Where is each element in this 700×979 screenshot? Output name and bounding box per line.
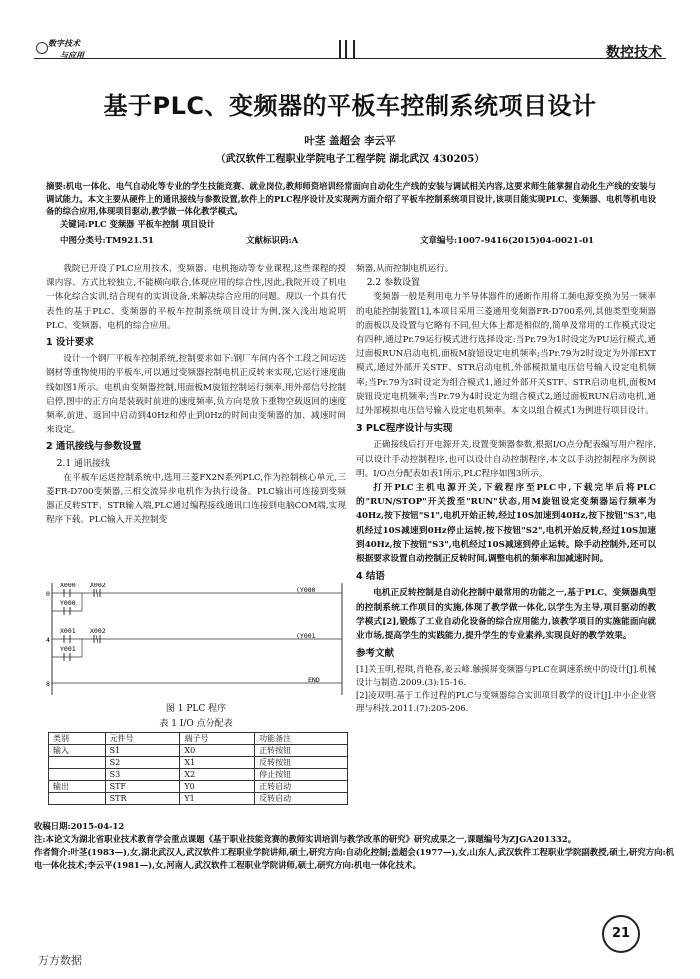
table-cell: 正转启动	[255, 781, 348, 793]
ladder-x002a: X002	[90, 583, 106, 589]
table-cell: 正转按钮	[255, 745, 348, 757]
table-row	[49, 745, 348, 757]
heading-param-settings: 2.2 参数设置	[366, 278, 420, 289]
abstract-label: 摘要:	[46, 181, 66, 191]
funding-note: 注:本论文为湖北省职业技术教育学会重点课题《基于职业技能竞赛的教师实训培训与教学改革的研究》研究成果之一,课题编号为ZJGA201332。	[34, 834, 577, 844]
paragraph-wiring: 在平板车运送控制系统中,选用三菱FX2N系列PLC,作为控制核心单元,三菱FR-D700变频器,三相交流异步电机作为执行设备。PLC输出可连接到变频器正反转STF、STR输入端,PLC通过编程接线通讯口连接到电脑COM端,实现程序下载。PLC输入开关控制变	[46, 472, 346, 526]
journal-logo-mark-icon	[36, 42, 48, 54]
article-affiliation: （武汉软件工程职业学院电子工程学院 湖北武汉 430205）	[215, 154, 485, 165]
ladder-step-0: 0	[46, 590, 50, 598]
ladder-end: END	[308, 676, 320, 684]
ladder-step-8: 8	[46, 680, 50, 688]
abstract-text: 机电一体化、电气自动化等专业的学生技能竞赛、就业岗位,教师师资培训经常面向自动化生产线的安装与调试相关内容,这要求师生能掌握自动化生产线的安装与调试能力。本文主要从硬件上的通讯接线与参数设置,软件上的PLC程序设计及实现两方面介绍了平板车控制系统项目设计,该项目能实现PLC、变频器、电机等机电设备的综合应用,体现项目驱动,教学做一体化教学模式。	[46, 181, 656, 216]
table-cell: S3	[105, 769, 180, 781]
heading-plc-program: 3 PLC程序设计与实现	[356, 423, 453, 435]
table-cell	[49, 793, 106, 805]
table-cell	[49, 769, 106, 781]
table-cell: STR	[105, 793, 180, 805]
table-cell: X1	[180, 757, 255, 769]
ladder-y001-coil: (Y001	[296, 632, 316, 640]
header-bars-decoration	[337, 40, 357, 58]
heading-wiring: 2.1 通讯接线	[56, 458, 110, 469]
table-row	[49, 793, 348, 805]
footnotes	[34, 820, 674, 872]
paragraph-continued: 频器,从而控制电机运行。	[356, 264, 454, 274]
figure-1-caption: 图 1 PLC 程序	[165, 704, 227, 714]
journal-logo	[34, 38, 124, 58]
right-column	[356, 262, 656, 715]
table-row	[49, 781, 348, 793]
keywords-text: PLC 变频器 平板车控制 项目设计	[87, 219, 215, 229]
table-cell: S1	[105, 745, 180, 757]
section-title: 数控技术	[606, 45, 662, 61]
paragraph-requirements: 设计一个钢厂平板车控制系统,控制要求如下:钢厂车间内各个工段之间运送钢材等重物使用的平板车,可以通过变频器控制电机正反转来实现,它运行速度曲线如图1所示。电机由变频器控制,用面板M旋钮控制运行频率,用外部信号控制启停,图中的正方向是装载时前进的速度频率,负方向是放下重物空载返回的速度频率,前进、返回中启动到40Hz和停止到0Hz的时间由变频器的加、减速时间来设定。	[46, 354, 346, 436]
header-rule	[34, 58, 666, 59]
paragraph-conclusion: 电机正反转控制是自动化控制中最常用的功能之一,基于PLC、变频器典型的控制系统工作项目的实施,体现了教学做一体化,以学生为主导,项目驱动的教学模式[2],锻炼了工业自动化设备的综合应用能力,该教学项目的实施能面向就业市场,提高学生的实践能力,提升学生的专业素养,实现良好的教学效果。	[356, 588, 656, 642]
heading-conclusion: 4 结语	[356, 571, 385, 583]
page-number-badge	[602, 915, 640, 953]
received-date: 收稿日期:2015-04-12	[34, 821, 125, 831]
table-cell: Y0	[180, 781, 255, 793]
table-cell: 反转启动	[255, 793, 348, 805]
table-header-cell: 功能备注	[255, 733, 348, 745]
table-header-row	[49, 733, 348, 745]
ladder-y001-contact: Y001	[60, 645, 76, 653]
table-cell: X2	[180, 769, 255, 781]
intro-paragraph: 我院已开设了PLC应用技术、变频器、电机拖动等专业课程,这些课程的授课内容、方式比较独立,不能横向联合,体现应用的综合性,因此,我院开设了机电一体化综合实训,结合现有的实训设备,来解决综合应用的问题。现以一个具有代表性的基于PLC、变频器的平板车控制系统项目设计为例,深入浅出地说明PLC、变频器、电机的综合应用。	[46, 264, 346, 331]
table-cell: 输入	[49, 745, 106, 757]
table-header-cell: 端子号	[180, 733, 255, 745]
plc-ladder-diagram	[46, 583, 346, 695]
ladder-y000-coil: (Y000	[296, 586, 316, 594]
table-cell: STF	[105, 781, 180, 793]
ladder-x000: X000	[60, 583, 76, 589]
table-header-cell: 类别	[49, 733, 106, 745]
article-authors: 叶茎 盖超会 李云平	[304, 135, 396, 147]
reference-item: [1]关玉明,程琪,肖艳春,姜云峰.触摸屏变频器与PLC在调速系统中的设计[J].机械设计与制造.2009.(3):15-16.	[356, 664, 656, 688]
keywords	[60, 218, 215, 230]
ladder-y000-contact: Y000	[60, 599, 76, 607]
document-code: 文献标识码:A	[246, 236, 299, 246]
paragraph-params: 变频器一般是利用电力半导体器件的通断作用将工频电源变换为另一频率的电能控制装置[1],本项目采用三菱通用变频器FR-D700系列,其他类型变频器的面板以及设置与它略有不同,但大体上都是相似的,简单及常用的工作模式设定有四种,通过Pr.79运行模式进行选择设定:当Pr.79为1时设定为PU运行模式,通过面板RUN启动电机,面板M旋钮设定电机频率;当Pr.79为2时设定为外部EXT模式,通过外部开关STF、STR启动电机,外部模拟量电压信号输入设定电机频率;当Pr.79为3时设定为组合模式1,通过外部开关STF、STR启动电机,面板M旋钮设定电机频率;当Pr.79为4时设定为组合模式2,通过面板RUN启动电机,通过外部模拟电压信号输入设定电机频率。本文以组合模式1为例进行项目设计。	[356, 292, 656, 417]
article-title: 基于PLC、变频器的平板车控制系统项目设计	[103, 92, 597, 120]
io-allocation-table	[48, 732, 348, 805]
table-row	[49, 769, 348, 781]
table-cell: S2	[105, 757, 180, 769]
journal-logo-line2: 与应用	[60, 50, 84, 60]
ladder-x001: X001	[60, 627, 76, 635]
table-header-cell: 元件号	[105, 733, 180, 745]
table-cell	[49, 757, 106, 769]
watermark: 万方数据	[38, 954, 82, 967]
ladder-step-4: 4	[46, 636, 50, 644]
keywords-label: 关键词:	[60, 219, 88, 229]
table-1-caption: 表 1 I/O 点分配表	[159, 719, 233, 729]
paragraph-program-2: 打开PLC主机电源开关,下载程序至PLC中,下载完毕后将PLC的"RUN/STOP"开关拨至"RUN"状态,用M旋钮设定变频器运行频率为40Hz,按下按钮"S1",电机开始正转,经过10S加速到40Hz,按下按钮"S3",电机经过10S减速到0Hz停止运转,按下按钮"S2",电机开始反转,经过10S加速到40Hz,按下按钮"S3",电机经过10S减速到停止运转。除手动控制外,还可以根据要求设置自动控制正反转时间,调整电机的频率和加减速时间。	[356, 483, 656, 565]
paragraph-program-1: 正确接线后打开电源开关,设置变频器参数,根据I/O点分配表编写用户程序,可以设计手动控制程序,也可以设计自动控制程序,本文以手动控制程序为例说明。I/O点分配表如表1所示,PLC程序如图3所示。	[356, 440, 656, 479]
author-bio: 作者简介:叶茎(1983—),女,湖北武汉人,武汉软件工程职业学院讲师,硕士,研究方向:自动化控制;盖超会(1977—),女,山东人,武汉软件工程职业学院副教授,硕士,研究方向:机电一体化技术;李云平(1981—),女,河南人,武汉软件工程职业学院讲师,硕士,研究方向:机电一体化技术。	[34, 847, 674, 870]
heading-wiring-params: 2 通讯接线与参数设置	[46, 441, 142, 453]
left-column	[46, 262, 346, 528]
ladder-x002b: X002	[90, 627, 106, 635]
heading-design-requirements: 1 设计要求	[46, 337, 94, 349]
references-heading: 参考文献	[356, 648, 395, 660]
abstract	[46, 180, 656, 218]
table-row	[49, 757, 348, 769]
table-cell: 反转按钮	[255, 757, 348, 769]
article-number: 文章编号:1007-9416(2015)04-0021-01	[420, 236, 595, 246]
table-cell: 输出	[49, 781, 106, 793]
table-cell: X0	[180, 745, 255, 757]
journal-logo-line1: 数字技术	[48, 38, 80, 48]
reference-item: [2]凌双明.基于工作过程的PLC与变频器综合实训项目教学的设计[J].中小企业管理与科技.2011.(7):205-206.	[356, 690, 656, 714]
clc-number: 中图分类号:TM921.51	[60, 236, 154, 246]
table-cell: 停止按钮	[255, 769, 348, 781]
table-cell: Y1	[180, 793, 255, 805]
page-number: 21	[611, 926, 631, 941]
